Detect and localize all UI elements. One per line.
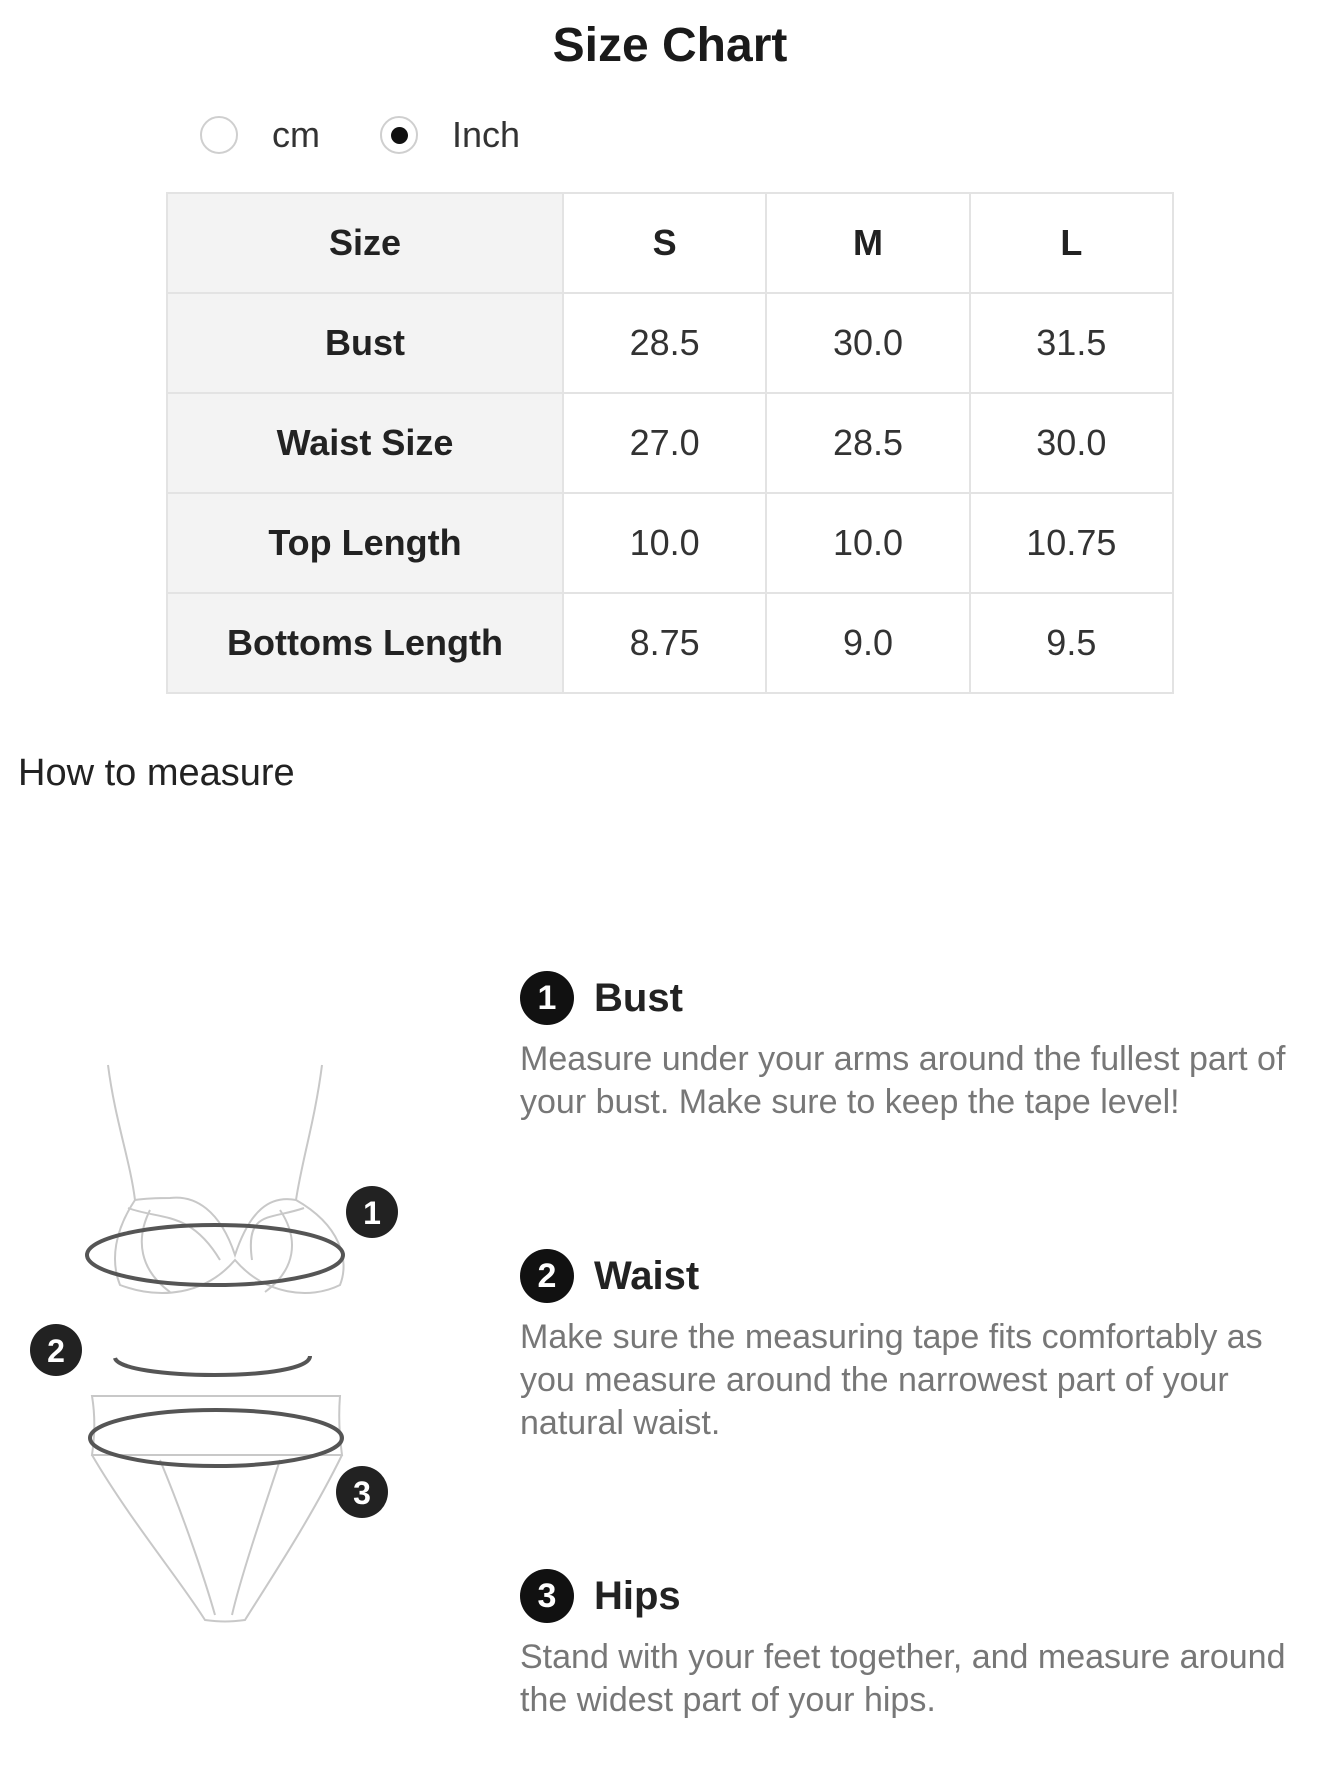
table-cell: 28.5	[766, 393, 969, 493]
hips-tape-line	[90, 1410, 342, 1466]
row-label: Top Length	[167, 493, 563, 593]
table-cell: 10.0	[766, 493, 969, 593]
table-row	[167, 293, 1173, 393]
table-row	[167, 493, 1173, 593]
row-label: Waist Size	[167, 393, 563, 493]
table-cell: 27.0	[563, 393, 766, 493]
table-cell: 30.0	[970, 393, 1173, 493]
bikini-measure-diagram	[20, 1060, 420, 1640]
header-l: L	[970, 193, 1173, 293]
step-header	[520, 970, 1320, 1026]
unit-option-cm[interactable]	[200, 114, 320, 156]
header-size: Size	[167, 193, 563, 293]
table-cell: 31.5	[970, 293, 1173, 393]
waist-tape-line	[115, 1356, 310, 1375]
inch-label: Inch	[452, 114, 521, 155]
diagram-badge-3	[336, 1466, 388, 1518]
bikini-top-illustration	[108, 1065, 344, 1293]
bikini-bottom-illustration	[92, 1396, 342, 1622]
table-cell: 10.75	[970, 493, 1173, 593]
table-cell: 9.5	[970, 593, 1173, 693]
table-cell: 9.0	[766, 593, 969, 693]
bust-tape-line	[87, 1225, 343, 1285]
unit-option-inch[interactable]	[380, 114, 520, 156]
step-waist	[520, 1248, 1320, 1445]
header-s: S	[563, 193, 766, 293]
diagram-badge-1	[346, 1186, 398, 1238]
how-to-measure-title: How to measure	[18, 752, 295, 794]
step-title: Bust	[594, 975, 683, 1020]
step-description: Make sure the measuring tape fits comfortably as you measure around the narrowest part of your natural waist.	[520, 1318, 1263, 1442]
table-cell: 10.0	[563, 493, 766, 593]
table-cell: 28.5	[563, 293, 766, 393]
svg-text:1: 1	[363, 1195, 381, 1231]
step-number-badge: 3	[520, 1569, 574, 1623]
page-title: Size Chart	[552, 19, 788, 72]
header-m: M	[766, 193, 969, 293]
size-table	[166, 192, 1174, 694]
inch-radio[interactable]	[380, 116, 418, 154]
step-number-badge: 1	[520, 971, 574, 1025]
table-row	[167, 593, 1173, 693]
step-header	[520, 1568, 1320, 1624]
step-title: Waist	[594, 1253, 700, 1298]
table-row	[167, 393, 1173, 493]
step-description: Measure under your arms around the fullest part of your bust. Make sure to keep the tape level!	[520, 1040, 1286, 1121]
step-hips	[520, 1568, 1320, 1722]
cm-label: cm	[272, 114, 320, 155]
step-title: Hips	[594, 1573, 681, 1618]
step-number-badge: 2	[520, 1249, 574, 1303]
row-label: Bottoms Length	[167, 593, 563, 693]
step-header	[520, 1248, 1320, 1304]
diagram-badge-2	[30, 1324, 82, 1376]
svg-text:3: 3	[353, 1475, 371, 1511]
step-bust	[520, 970, 1320, 1124]
table-cell: 30.0	[766, 293, 969, 393]
unit-toggle	[200, 108, 580, 162]
svg-text:2: 2	[47, 1333, 65, 1369]
table-header-row	[167, 193, 1173, 293]
cm-radio[interactable]	[200, 116, 238, 154]
row-label: Bust	[167, 293, 563, 393]
table-cell: 8.75	[563, 593, 766, 693]
step-description: Stand with your feet together, and measure around the widest part of your hips.	[520, 1638, 1286, 1719]
